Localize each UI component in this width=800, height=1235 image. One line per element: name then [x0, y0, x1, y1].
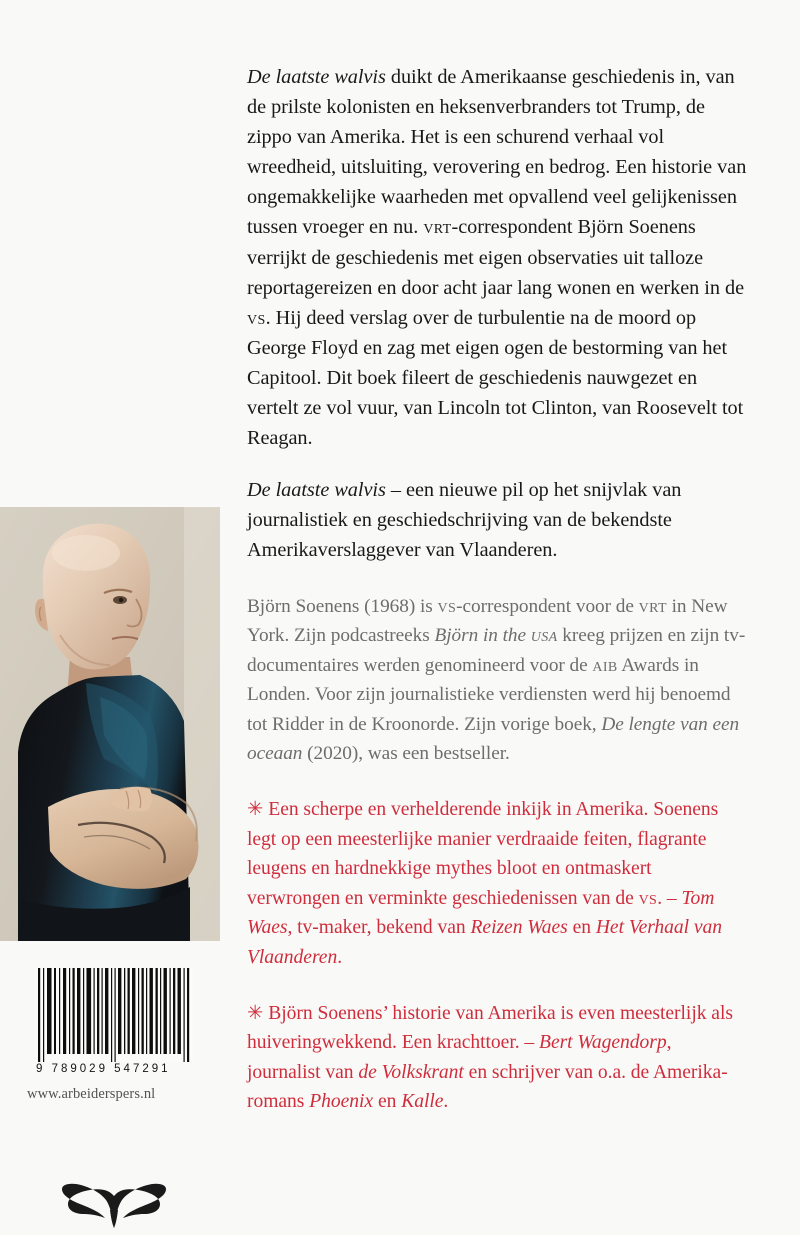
- review-quote-1: [247, 795, 747, 973]
- cover-text-column: [247, 62, 747, 1143]
- blurb-smallcaps-vs: vs: [247, 306, 266, 329]
- quote-2-part-6: .: [443, 1091, 449, 1113]
- book-tagline: [247, 475, 747, 565]
- bio-part-5: Awards in Londen. Voor zijn journalistieke verdiensten werd hij benoemd tot Ridder in de Kroonorde. Zijn vorige boek,: [247, 654, 731, 735]
- bio-podcast-title: Björn in the: [434, 625, 531, 647]
- whale-tail-icon: [60, 1166, 168, 1228]
- author-photo: [0, 507, 220, 941]
- quote-1-attribution: Tom Waes: [247, 887, 715, 939]
- bio-part-3: in New York. Zijn podcastreeks: [247, 595, 728, 647]
- bio-smallcaps-aib: aib: [592, 654, 618, 676]
- quote-1-work-2: Het Verhaal van Vlaanderen: [247, 917, 723, 969]
- bio-previous-book-title: De lengte van een oceaan: [247, 713, 740, 765]
- publisher-url[interactable]: www.arbeiderspers.nl: [27, 1086, 156, 1102]
- quote-2-work-2: Phoenix: [309, 1091, 374, 1113]
- bio-smallcaps-vrt: vrt: [638, 595, 667, 617]
- bio-part-4: kreeg prijzen en zijn tv-documentaires werden genomineerd voor de: [247, 625, 746, 676]
- isbn-digits: 9 789029 547291: [36, 1063, 171, 1075]
- blurb-line-1: duikt de Amerikaanse geschiedenis in, van de prilste kolonisten en heksenverbranders tot Trump, de zippo van Amerika. Het is een schurend verhaal vol wreedheid, uitsluiting, verovering en bedrog. Een historie van ongemakkelijke waarheden met opvallend veel gelijkenissen tussen vroeger en nu.: [247, 66, 747, 239]
- bio-part-6: (2020), was een bestseller.: [302, 743, 510, 765]
- blurb-title: De laatste walvis: [247, 66, 386, 88]
- quote-1-smallcaps-vs: vs: [638, 887, 658, 909]
- author-photo-image: [0, 507, 220, 941]
- asterisk-icon: ✳: [247, 799, 264, 821]
- quote-2-part-5: en: [373, 1091, 402, 1113]
- blurb-line-2: -correspondent Björn Soenens verrijkt de geschiedenis met eigen observaties uit talloze reportagereizen en door acht jaar lang wonen en werken in de: [247, 216, 745, 299]
- blurb-smallcaps-vrt: vrt: [423, 216, 452, 239]
- quote-1-work-1: Reizen Waes: [470, 917, 568, 939]
- barcode-bars: [36, 968, 194, 1062]
- author-bio: [247, 592, 747, 770]
- quote-1-part-1: Een scherpe en verhelderende inkijk in Amerika. Soenens legt op een meesterlijke manier verdraaide feiten, flagrante leugens en hardnekkige mythes bloot en ontmaskert verwrongen en verminkte geschiedenissen van de: [247, 799, 719, 909]
- quote-2-part-2: –: [519, 1032, 540, 1054]
- whale-tail-logo: [60, 1166, 168, 1228]
- quote-2-part-3: , journalist van: [247, 1032, 672, 1083]
- review-quote-2: [247, 999, 747, 1117]
- quote-2-work-3: Kalle: [401, 1091, 444, 1113]
- quote-1-part-4: en: [567, 917, 596, 939]
- quote-2-part-4: en schrijver van o.a. de Amerika-romans: [247, 1061, 728, 1113]
- tagline-title: De laatste walvis: [247, 479, 386, 502]
- quote-1-part-2: . –: [657, 887, 682, 909]
- asterisk-icon: ✳: [247, 1002, 264, 1024]
- book-blurb: [247, 62, 747, 453]
- quote-2-part-1: Björn Soenens’ historie van Amerika is even meesterlijk als huiveringwekkend. Een krachttoer.: [247, 1002, 733, 1054]
- bio-part-2: -correspondent voor de: [456, 595, 639, 617]
- quote-1-part-5: .: [337, 947, 343, 969]
- tagline-text: – een nieuwe pil op het snijvlak van journalistiek en geschiedschrijving van de bekendste Amerikaverslaggever van Vlaanderen.: [247, 479, 682, 562]
- isbn-barcode: [36, 968, 194, 1075]
- left-column: [0, 0, 232, 1235]
- bio-smallcaps-vs: vs: [437, 595, 457, 617]
- blurb-line-3: . Hij deed verslag over de turbulentie na de moord op George Floyd en zag met eigen ogen de bestorming van het Capitool. Dit boek fileert de geschiedenis nauwgezet en vertelt ze vol vuur, van Lincoln tot Clinton, van Roosevelt tot Reagan.: [247, 306, 744, 450]
- bio-podcast-title-smallcaps: usa: [530, 625, 558, 647]
- bio-part-1: Björn Soenens (1968) is: [247, 595, 438, 617]
- quote-1-part-3: , tv-maker, bekend van: [287, 917, 471, 939]
- quote-2-attribution: Bert Wagendorp: [539, 1032, 667, 1054]
- quote-2-work-1: de Volkskrant: [358, 1061, 464, 1083]
